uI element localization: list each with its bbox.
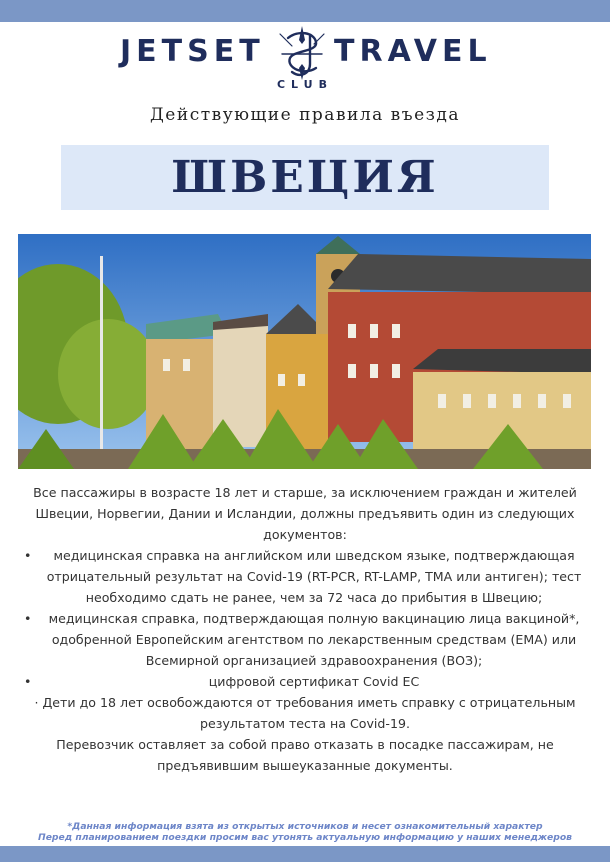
country-banner <box>61 145 549 210</box>
compass-monogram-icon <box>274 24 330 82</box>
logo-word-travel: TRAVEL <box>334 34 492 69</box>
entry-rules-text <box>22 482 588 776</box>
brand-logo <box>0 24 610 96</box>
bottom-band <box>0 846 610 862</box>
manager-note: Перед планированием поездки просим вас утонять актуальную информацию у наших менеджеров <box>38 832 572 843</box>
list-item: • медицинская справка на английском или шведском языке, подтверждающая отрицательный результат на Covid-19 (RT-PCR, RT-LAMP, TMA или антиген); тест необходимо сдать не ранее, чем за 72 часа до прибытия в Швецию; <box>22 545 588 608</box>
top-band <box>0 0 610 22</box>
list-item: • медицинская справка, подтверждающая полную вакцинацию лица вакциной*, одобренной Европейским агентством по лекарственным средствам (EMA) или Всемирной организацией здравоохранения (ВОЗ); <box>22 608 588 671</box>
intro-paragraph: Все пассажиры в возрасте 18 лет и старше, за исключением граждан и жителей Швеции, Норвегии, Дании и Исландии, должны предъявить один из следующих документов: <box>33 485 577 542</box>
document-list <box>22 545 588 692</box>
list-item: • цифровой сертификат Covid ЕС <box>22 671 588 692</box>
children-note: · Дети до 18 лет освобождаются от требования иметь справку с отрицательным результатом теста на Covid-19. <box>34 695 576 731</box>
disclaimer-note: *Данная информация взята из открытых источников и несет ознакомительный характер <box>67 821 543 832</box>
city-photo <box>18 234 591 469</box>
carrier-note: Перевозчик оставляет за собой право отказать в посадке пассажирам, не предъявившим вышеуказанные документы. <box>56 737 554 773</box>
stockholm-photo-illustration <box>18 234 591 469</box>
logo-word-jetset: JETSET <box>120 34 265 69</box>
country-title: ШВЕЦИЯ <box>171 152 439 203</box>
page-subtitle: Действующие правила въезда <box>149 105 461 125</box>
logo-word-club: CLUB <box>276 78 333 91</box>
